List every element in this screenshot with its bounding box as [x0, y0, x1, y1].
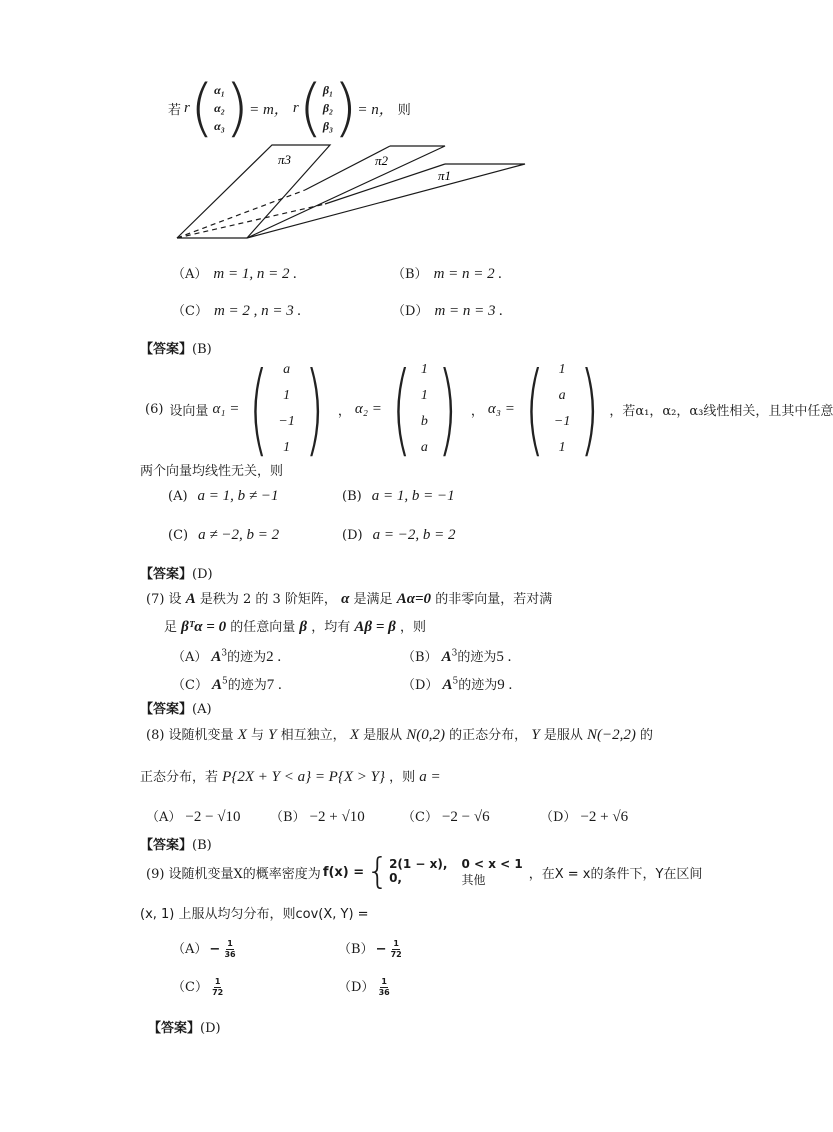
- q6-option-b[interactable]: [342, 488, 455, 505]
- text: 是服从: [543, 728, 583, 743]
- cell: 1: [420, 362, 428, 377]
- q5-rank-statement: [168, 71, 411, 144]
- option-text: m = 1, n = 2 .: [213, 266, 297, 282]
- q5-option-c[interactable]: [172, 300, 301, 320]
- option-tag: （C）: [172, 980, 208, 995]
- option-tag: （D）: [402, 678, 439, 693]
- q6-a1-name: α₁ =: [212, 400, 240, 417]
- value: 7 .: [266, 677, 282, 693]
- q5-beta-vector: ( β₁ β₂ β₃ ): [298, 71, 358, 144]
- denominator: 36: [224, 950, 236, 959]
- text: 与: [251, 728, 265, 743]
- option-tag: (A): [168, 489, 188, 504]
- q5-option-a[interactable]: [172, 263, 297, 283]
- q9-option-b[interactable]: [338, 938, 402, 960]
- option-text: m = 2 , n = 3 .: [213, 303, 302, 319]
- q7-line1: [146, 588, 552, 608]
- q5-alpha-1: α₁: [214, 83, 225, 97]
- plane-pi2: [247, 146, 445, 238]
- math: X: [349, 727, 359, 743]
- q9-option-c[interactable]: [172, 976, 223, 998]
- cell: a: [283, 362, 291, 377]
- answer-value: (A): [192, 702, 212, 717]
- q7-answer: [140, 698, 212, 717]
- power: 3: [221, 648, 228, 659]
- answer-value: (D): [200, 1021, 221, 1036]
- option-text: −2 + √10: [309, 809, 365, 825]
- denominator: 72: [212, 988, 224, 997]
- q6-vector-a2: ( 1 1 b a ): [391, 350, 458, 467]
- math: A: [211, 649, 222, 665]
- value: 5 .: [496, 649, 512, 665]
- q6-a2-name: α₂ =: [354, 400, 382, 417]
- math: Aα=0: [396, 591, 432, 607]
- denominator: 36: [378, 988, 390, 997]
- math: X: [237, 727, 247, 743]
- option-tag: （A）: [146, 810, 182, 825]
- answer-label: 【答案】: [140, 702, 193, 717]
- option-tag: （D）: [392, 304, 429, 319]
- option-text: a = 1, b = −1: [371, 488, 455, 504]
- answer-label: 【答案】: [148, 1021, 201, 1036]
- q8-option-b[interactable]: [270, 806, 365, 826]
- math: a =: [419, 769, 441, 785]
- q5-r1: r: [184, 99, 190, 116]
- numerator: 1: [214, 977, 221, 986]
- answer-label: 【答案】: [140, 342, 193, 357]
- sign: −: [209, 942, 221, 957]
- answer-label: 【答案】: [140, 567, 193, 582]
- option-tag: （D）: [338, 980, 375, 995]
- q7-line2: [164, 616, 426, 636]
- text: ，则: [389, 770, 416, 785]
- plane-pi2-dashed: [177, 190, 305, 238]
- answer-value: (D): [192, 567, 213, 582]
- q9-answer: [148, 1017, 221, 1036]
- option-tag: （C）: [172, 678, 208, 693]
- case-expr: 0,: [389, 870, 402, 885]
- q8-option-c[interactable]: [402, 806, 490, 826]
- q5-eq-n: = n，: [357, 101, 394, 118]
- power: 5: [221, 676, 228, 687]
- math: α: [341, 591, 350, 607]
- q6-vector-a1: ( a 1 −1 1 ): [249, 350, 325, 467]
- option-tag: (B): [342, 489, 362, 504]
- power: 5: [452, 676, 459, 687]
- text: 的任意向量: [230, 620, 296, 635]
- q6-a3-name: α₃ =: [487, 400, 515, 417]
- option-tag: （B）: [402, 650, 438, 665]
- option-text: −2 + √6: [580, 809, 629, 825]
- option-text: m = n = 3 .: [434, 303, 504, 319]
- math: f(x) =: [322, 864, 365, 880]
- option-text: −2 − √10: [185, 809, 241, 825]
- q7-option-a[interactable]: [172, 646, 281, 666]
- math: N(0,2): [406, 727, 446, 743]
- option-tag: （D）: [540, 810, 577, 825]
- q6-lead: 设向量: [169, 403, 209, 419]
- option-text: a ≠ −2, b = 2: [198, 527, 280, 543]
- answer-value: (B): [192, 342, 212, 357]
- math: P{2X + Y < a} = P{X > Y}: [222, 769, 385, 785]
- fraction: [212, 977, 223, 998]
- text: 的迹为: [227, 650, 267, 665]
- cell: 1: [558, 362, 566, 377]
- numerator: 1: [381, 977, 387, 986]
- q6-option-d[interactable]: [342, 527, 455, 544]
- q5-prefix: 若: [168, 102, 182, 118]
- text: 正态分布，若: [140, 770, 219, 785]
- q5-r2: r: [292, 99, 299, 116]
- q8-option-d[interactable]: [540, 806, 628, 826]
- q5-beta-3: β₃: [322, 119, 334, 133]
- cell: 1: [558, 440, 566, 455]
- case-expr: 2(1 − x),: [389, 856, 448, 871]
- text: 相互独立，: [280, 728, 346, 743]
- numerator: 1: [393, 939, 399, 948]
- q5-alpha-2: α₂: [214, 101, 225, 115]
- text: (9) 设随机变量X的概率密度为: [146, 866, 321, 882]
- value: 2 .: [266, 649, 282, 665]
- text: (8) 设随机变量: [146, 728, 234, 743]
- text: 的迹为: [457, 650, 497, 665]
- q6-option-a[interactable]: [168, 488, 279, 505]
- q5-beta-1: β₁: [322, 83, 334, 97]
- q6-tail: ，若α₁，α₂，α₃线性相关，且其中任意: [609, 403, 833, 419]
- cell: a: [558, 388, 566, 403]
- option-tag: （B）: [270, 810, 306, 825]
- option-tag: (D): [342, 528, 363, 543]
- q7-option-d[interactable]: [402, 674, 512, 694]
- math: N(−2,2): [586, 727, 636, 743]
- q6-option-c[interactable]: [168, 527, 279, 544]
- math: Y: [531, 727, 540, 743]
- text: 的正态分布，: [449, 728, 528, 743]
- option-tag: （A）: [172, 650, 208, 665]
- q6-line2: 两个向量均线性无关，则: [140, 464, 284, 479]
- math: A: [211, 677, 222, 693]
- text: 足: [164, 620, 178, 635]
- q5-option-d[interactable]: [392, 300, 503, 320]
- text: 是秩为 2 的 3 阶矩阵，: [199, 592, 337, 607]
- fraction: [224, 939, 235, 960]
- option-text: −2 − √6: [441, 809, 490, 825]
- q5-alpha-vector: ( α₁ α₂ α₃ ): [189, 71, 250, 144]
- text: 的迹为: [458, 678, 498, 693]
- option-tag: （B）: [338, 942, 374, 957]
- cell: 1: [283, 388, 291, 403]
- option-text: m = n = 2 .: [433, 266, 503, 282]
- option-tag: (C): [168, 528, 189, 543]
- denominator: 72: [390, 950, 402, 959]
- q5-answer: [140, 338, 212, 357]
- q5-alpha-3: α₃: [214, 119, 225, 133]
- q5-eq-m: = m，: [249, 101, 289, 118]
- cell: 1: [420, 388, 428, 403]
- q8-line2: [140, 766, 441, 786]
- q7-option-b[interactable]: [402, 646, 511, 666]
- text: (7) 设: [146, 592, 182, 607]
- q9-line1: (9) 设随机变量X的概率密度为 f(x) = { 2(1 − x), 0 < x < 1 0, 其他 ，在X = x的条件下，Y在区间: [146, 851, 703, 892]
- text: ，在X = x的条件下，Y在区间: [528, 866, 703, 882]
- math: A: [185, 591, 196, 607]
- answer-value: (B): [192, 838, 212, 853]
- q6-statement: (6) 设向量 α₁ = ( a 1 −1 1 ) ， α₂ = ( 1 1 b a ) ， α₃ = ( 1 a −1 1 ) ，若α₁，α₂，α₃线性相关，且其中任意: [145, 350, 833, 467]
- text: 的非零向量，若对满: [435, 592, 553, 607]
- q5-beta-2: β₂: [322, 101, 334, 115]
- cell: a: [420, 440, 428, 455]
- q9-piecewise: [389, 857, 523, 888]
- fraction: [379, 977, 390, 998]
- plane-pi3: [177, 145, 330, 238]
- cell: −1: [278, 414, 295, 429]
- fraction: [391, 939, 402, 960]
- answer-label: 【答案】: [140, 838, 193, 853]
- q5-option-b[interactable]: [392, 263, 502, 283]
- q5-then: 则: [397, 102, 411, 118]
- cell: b: [420, 414, 428, 429]
- option-tag: （C）: [172, 304, 208, 319]
- math: βᵀα = 0: [181, 619, 227, 635]
- option-tag: （C）: [402, 810, 438, 825]
- text: ，均有: [311, 620, 351, 635]
- q9-option-a[interactable]: [172, 938, 236, 960]
- text: 是满足: [353, 592, 393, 607]
- text: 是服从: [363, 728, 403, 743]
- text: 的迹为: [227, 678, 267, 693]
- cell: 1: [283, 440, 291, 455]
- plane-pi1: [247, 164, 525, 238]
- q9-line2: (x, 1) 上服从均匀分布，则cov(X, Y) =: [140, 907, 369, 922]
- option-text: a = −2, b = 2: [372, 527, 456, 543]
- text: ，则: [399, 620, 426, 635]
- math: Aβ = β: [354, 619, 396, 635]
- q8-line1: [146, 724, 653, 744]
- q6-vector-a3: ( 1 a −1 1 ): [524, 350, 600, 467]
- q7-option-c[interactable]: [172, 674, 282, 694]
- q9-option-d[interactable]: [338, 976, 390, 998]
- math: A: [442, 677, 453, 693]
- numerator: 1: [227, 939, 233, 948]
- option-tag: （A）: [172, 942, 208, 957]
- option-tag: （A）: [172, 267, 208, 282]
- math: A: [441, 649, 452, 665]
- value: 9 .: [497, 677, 513, 693]
- q6-answer: [140, 563, 213, 582]
- power: 3: [451, 648, 458, 659]
- option-tag: （B）: [392, 267, 428, 282]
- q6-number: (6): [145, 401, 164, 417]
- label-pi3: π3: [278, 152, 292, 167]
- math: β: [299, 619, 308, 635]
- case-cond: 其他: [461, 872, 486, 887]
- sign: −: [375, 942, 387, 957]
- case-cond: 0 < x < 1: [461, 856, 523, 871]
- q5-planes-figure: [160, 138, 700, 248]
- option-text: a = 1, b ≠ −1: [197, 488, 279, 504]
- q8-option-a[interactable]: [146, 806, 241, 826]
- text: 的: [639, 728, 653, 743]
- label-pi1: π1: [438, 168, 452, 183]
- label-pi2: π2: [375, 153, 389, 168]
- cell: −1: [553, 414, 571, 429]
- math: Y: [268, 727, 277, 743]
